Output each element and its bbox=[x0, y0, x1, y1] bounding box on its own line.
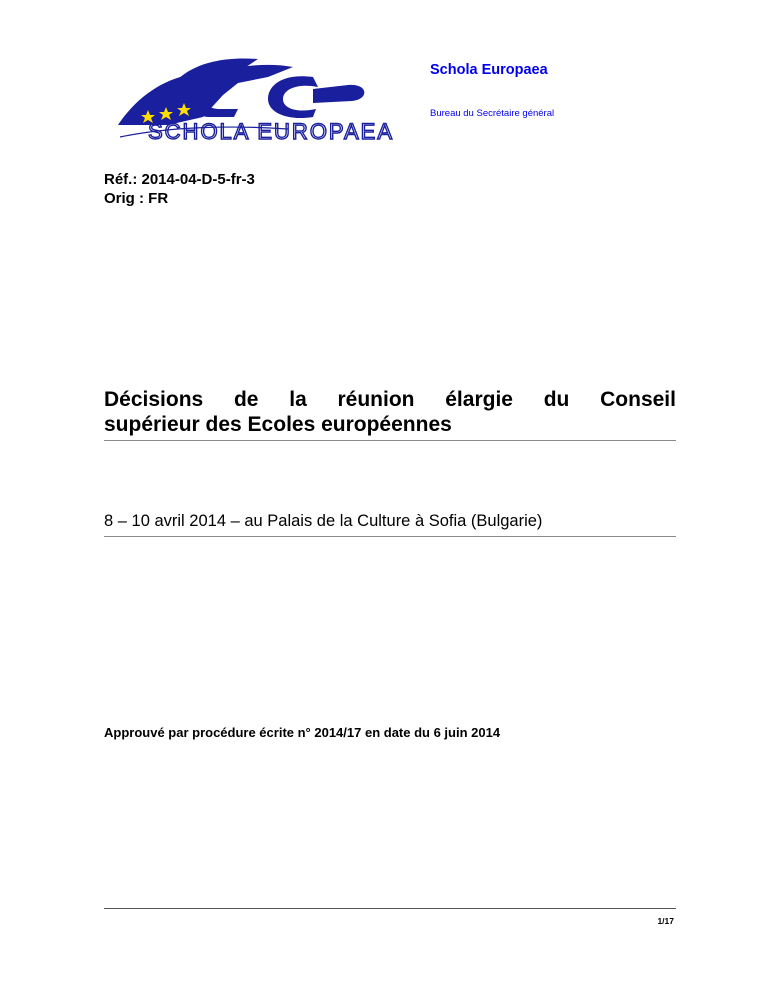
meeting-dates: 8 – 10 avril 2014 – au Palais de la Culture à Sofia (Bulgarie) bbox=[104, 512, 543, 530]
title-word: Conseil bbox=[600, 388, 676, 411]
schola-europaea-logo bbox=[108, 55, 420, 145]
title-word: réunion bbox=[337, 388, 415, 411]
approval-note: Approuvé par procédure écrite n° 2014/17 en date du 6 juin 2014 bbox=[104, 725, 501, 740]
page-number: 1/17 bbox=[657, 916, 674, 926]
reference-block bbox=[104, 170, 255, 208]
dates-divider bbox=[104, 536, 676, 537]
reference-number: Réf.: 2014-04-D-5-fr-3 bbox=[104, 171, 255, 188]
organization-name: Schola Europaea bbox=[430, 62, 548, 78]
title-line-2: supérieur des Ecoles européennes bbox=[104, 413, 452, 436]
title-word: de bbox=[233, 388, 259, 411]
logo-wordmark: SCHOLA EUROPAEA bbox=[148, 119, 394, 144]
title-word: élargie bbox=[445, 388, 513, 411]
title-divider bbox=[104, 440, 676, 441]
title-word: la bbox=[289, 388, 307, 411]
title-word: Décisions bbox=[104, 388, 204, 411]
footer-divider bbox=[104, 908, 676, 909]
title-line-1 bbox=[104, 387, 676, 412]
department-name: Bureau du Secrétaire général bbox=[430, 108, 555, 119]
title-word: du bbox=[543, 388, 570, 411]
document-title bbox=[104, 387, 676, 437]
original-language: Orig : FR bbox=[104, 190, 169, 207]
